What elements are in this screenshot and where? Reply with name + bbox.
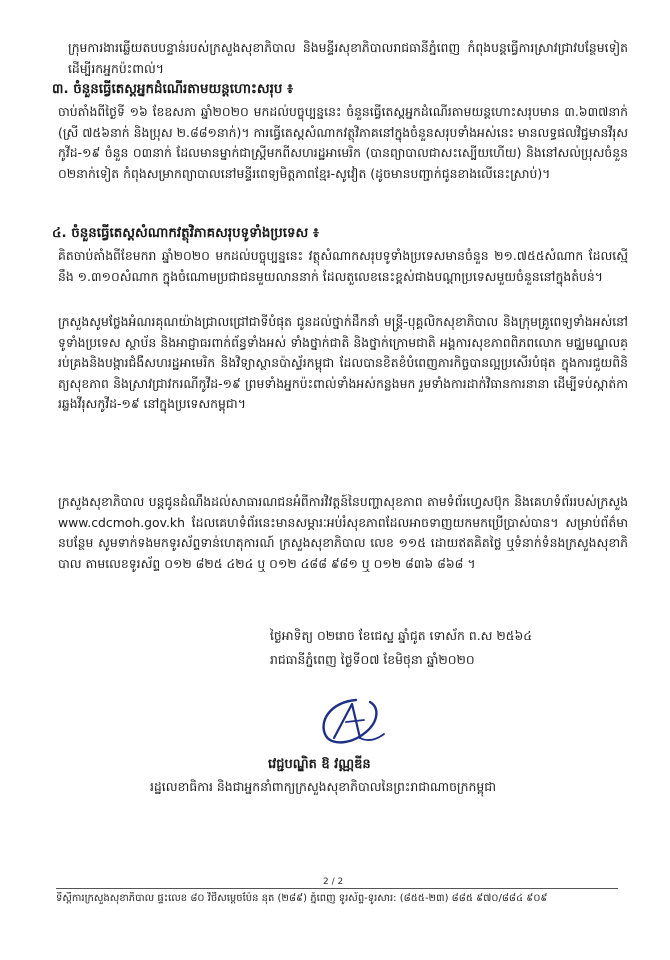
page-number: 2 / 2 bbox=[320, 877, 346, 887]
paragraph-national-tests: គិតចាប់តាំងពីខែមករា ឆ្នាំ២០២០ មកដល់បច្ចុប្បន្ននេះ វត្ថុសំណាកសរុបទូទាំងប្រទេសមានចំនួន ២១.៧៥៥សំណាក ដែលស្មើនឹង ១.៣១០សំណាក ក្នុងចំណោមប្រជាជនមួយលាននាក់ ដែលតួលេខនេះខ្ពស់ជាងបណ្តាប្រទេសមួយចំនួននៅក្នុងតំបន់។ bbox=[58, 248, 628, 284]
paragraph-acknowledgement: ក្រសួងសូមថ្លែងអំណរគុណយ៉ាងជ្រាលជ្រៅជាទីបំផុត ជូនដល់ថ្នាក់ដឹកនាំ មន្ត្រី-បុគ្គលិកសុខាភិបាល និងក្រុមគ្រូពេទ្យទាំងអស់នៅទូទាំងប្រទេស ស្ថាប័ន និងអាជ្ញាធរពាក់ព័ន្ធទាំងអស់ ទាំងថ្នាក់ជាតិ និងថ្នាក់ក្រោមជាតិ អង្គការសុខភាពពិភពលោក មជ្ឈមណ្ឌលគ្រប់គ្រងនិងបង្ការជំងឺសហរដ្ឋអាមេរិក និងវិទ្យាស្ថានប៉ាស្ទ័រកម្ពុជា ដែលបានខិតខំបំពេញភារកិច្ចបានល្អប្រសើរបំផុត ក្នុងការជួយពិនិត្យសុខភាព និងស្រាវជ្រាវករណីកូវីដ-១៩ ព្រមទាំងអ្នកប៉ះពាល់ទាំងអស់កន្លងមក រួមទាំងការដាក់វិធានការនានា ដើម្បីទប់ស្កាត់ការឆ្លងវីរុសកូវីដ-១៩ នៅក្នុងប្រទេសកម្ពុជា។ bbox=[58, 314, 628, 411]
paragraph-public-information: ក្រសួងសុខាភិបាល បន្តជូនដំណឹងដល់សាធារណជនអំពីការវិវត្តន៍នៃបញ្ហាសុខភាព តាមទំព័រហ្វេសប៊ុក និងគេហទំព័ររបស់ក្រសួង www.cdcmoh.gov.kh ដែលគេហទំព័រនេះមានសម្ភារៈអប់រំសុខភាពដែលអាចទាញយកមកប្រើប្រាស់បាន។ សម្រាប់ព័ត៌មានបន្ថែម សូមទាក់ទងមកទូរស័ព្ទទាន់ហេតុការណ៍ ក្រសួងសុខាភិបាល លេខ ១១៥ ដោយឥតគិតថ្លៃ ឬទំនាក់ទំនងក្រសួងសុខាភិបាល តាមលេខទូរស័ព្ទ ០១២ ៨២៥ ៤២៤ ឬ ០១២ ៤៨៨ ៩៨១ ឬ ០១២ ៨៣៦ ៨៦៨ ។ bbox=[58, 494, 628, 571]
section-heading-air-passengers: ៣. ចំនួនធ្វើតេស្តអ្នកដំណើរតាមយន្តហោះសរុប ៖ bbox=[52, 82, 293, 97]
paragraph-contact-tracing: ក្រុមការងារឆ្លើយតបបន្ទាន់របស់ក្រសួងសុខាភិបាល និងមន្ទីរសុខាភិបាលរាជធានីភ្នំពេញ កំពុងបន្តធ្វើការស្រាវជ្រាវបន្ថែមទៀតដើម្បីរកអ្នកប៉ះពាល់។ bbox=[68, 40, 628, 76]
footer-divider bbox=[56, 888, 618, 889]
solar-date-place: រាជធានីភ្នំពេញ ថ្ងៃទី០៧ ខែមិថុនា ឆ្នាំ២០២០ bbox=[270, 652, 475, 667]
paragraph-air-passenger-tests: ចាប់តាំងពីថ្ងៃទី ១៦ ខែឧសភា ឆ្នាំ២០២០ មកដល់បច្ចុប្បន្ននេះ ចំនួនធ្វើតេស្តអ្នកដំណើរតាមយន្តហោះសរុបមាន ៣.៦៣៧នាក់ (ស្រី ៧៥៦នាក់ និងប្រុស ២.៨៨១នាក់)។ ការធ្វើតេស្តសំណាកវត្ថុវិភាគនៅក្នុងចំនួនសរុបទាំងអស់នេះ មានលទ្ធផលវិជ្ជមានវីរុសកូវីដ-១៩ ចំនួន ០៣នាក់ ដែលមានម្នាក់ជាស្ត្រីមកពីសហរដ្ឋអាមេរិក (បានព្យាបាលជាសះស្បើយហើយ) និងនៅសល់ប្រុសចំនួន ០២នាក់ទៀត កំពុងសម្រាកព្យាបាលនៅមន្ទីរពេទ្យមិត្តភាពខ្មែរ-សូវៀត (ដូចមានបញ្ជាក់ជូនខាងលើនេះស្រាប់)។ bbox=[58, 104, 628, 181]
footer-address: ទីស្តីការក្រសួងសុខាភិបាល ផ្ទះលេខ ៨០ វិថីសម្តេចប៉ែន នុត (២៨៩) ភ្នំពេញ ទូរស័ព្ទ-ទូរសារ: (៨៥៥-២៣) ៨៨៥ ៩៧០/៨៨៤ ៩០៩ bbox=[56, 893, 548, 904]
lunar-date: ថ្ងៃអាទិត្យ ០២រោច ខែជេស្ឋ ឆ្នាំជូត ទោស័ក ព.ស ២៥៦៤ bbox=[270, 628, 533, 643]
signer-name: វេជ្ជបណ្ឌិត ឱ វណ្ណឌីន bbox=[268, 757, 371, 772]
section-heading-national-tests: ៤. ចំនួនធ្វើតេស្តសំណាកវត្ថុវិភាគសរុបទូទាំងប្រទេស ៖ bbox=[52, 226, 319, 241]
signer-title: រដ្ឋលេខាធិការ និងជាអ្នកនាំពាក្យក្រសួងសុខាភិបាលនៃព្រះរាជាណាចក្រកម្ពុជា bbox=[150, 779, 497, 794]
handwritten-signature bbox=[312, 692, 392, 752]
